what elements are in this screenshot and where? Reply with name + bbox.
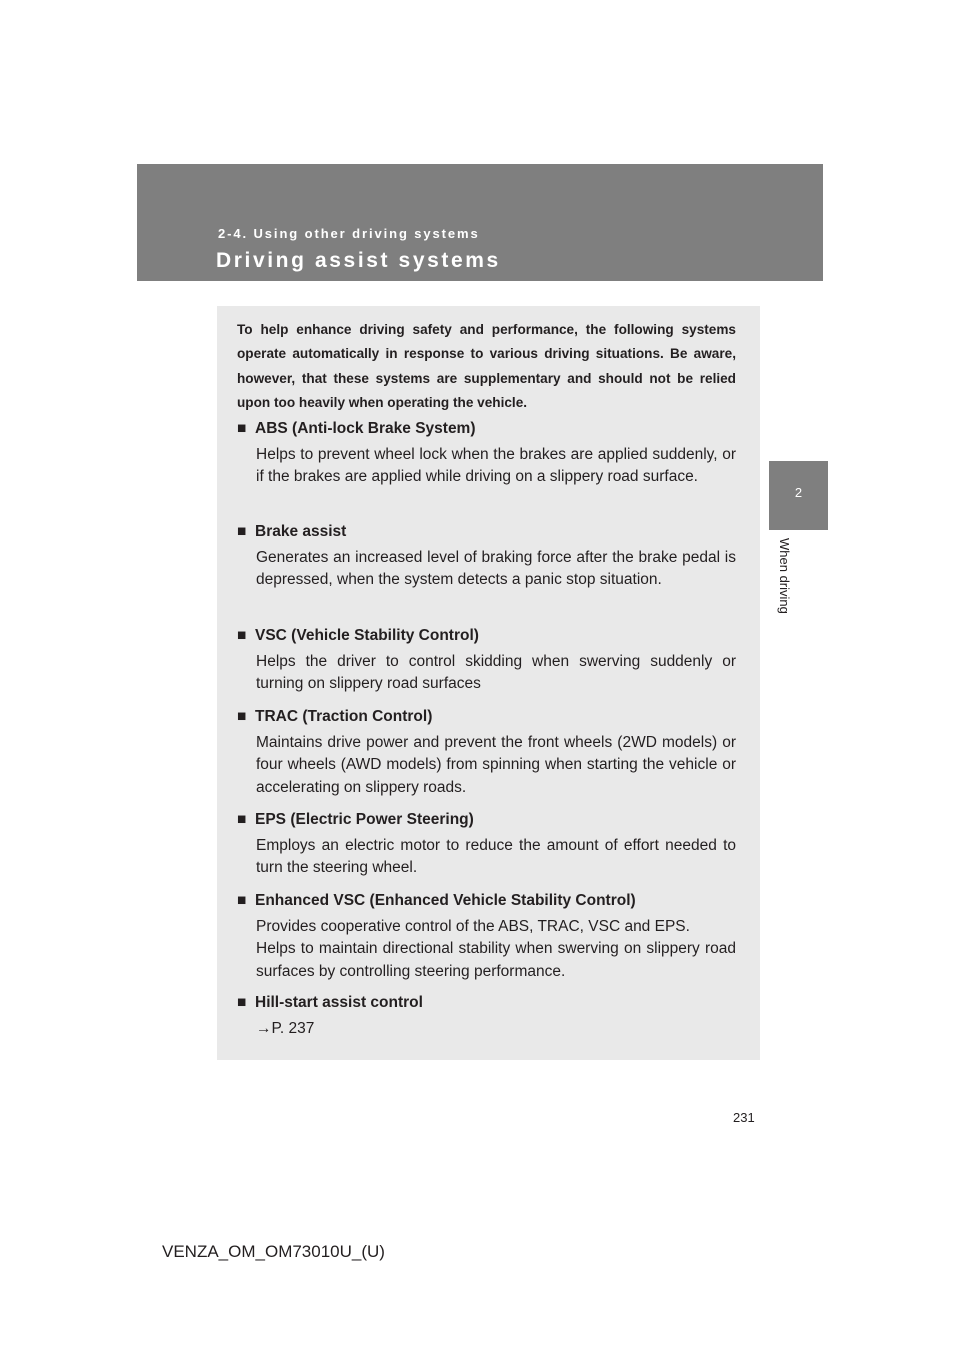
page-number: 231 [733,1110,755,1125]
feature-description [256,651,736,696]
chapter-number: 2 [794,485,803,500]
chapter-name: When driving [777,538,792,614]
feature-heading [237,890,737,912]
feature-description [256,732,736,799]
feature-heading-text: Hill-start assist control [255,994,423,1011]
feature-description [256,547,736,592]
square-bullet-icon: ■ [237,523,247,540]
feature-heading-text: TRAC (Traction Control) [255,708,433,725]
feature-description-text: Employs an electric motor to reduce the amount of effort needed to turn the steering wheel. [256,837,736,877]
footer-code: VENZA_OM_OM73010U_(U) [162,1242,385,1261]
feature-heading [237,809,737,831]
feature-item [237,706,737,799]
feature-heading [237,625,737,647]
square-bullet-icon: ■ [237,892,247,909]
feature-heading-text: VSC (Vehicle Stability Control) [255,627,479,644]
feature-description-text: →P. 237 [256,1020,315,1037]
feature-item [237,521,737,592]
feature-heading [237,992,737,1014]
feature-heading [237,706,737,728]
feature-description-text: Provides cooperative control of the ABS, TRAC, VSC and EPS. [256,918,690,935]
page-title: Driving assist systems [216,249,501,272]
feature-description-text: Helps to prevent wheel lock when the brakes are applied suddenly, or if the brakes are applied while driving on a slippery road surface. [256,446,736,486]
feature-heading-text: Enhanced VSC (Enhanced Vehicle Stability Control) [255,892,636,909]
square-bullet-icon: ■ [237,811,247,828]
feature-heading-text: ABS (Anti-lock Brake System) [255,420,476,437]
feature-description [256,916,736,983]
section-label: 2-4. Using other driving systems [218,226,480,241]
intro-paragraph: To help enhance driving safety and performance, the following systems operate automatically in response to various driving situations. Be aware, however, that these systems are supplementary and should not be relied upon too heavily when operating the vehicle. [237,322,736,410]
feature-description-text: Maintains drive power and prevent the front wheels (2WD models) or four wheels (AWD models) from spinning when starting the vehicle or accelerating on slippery roads. [256,734,736,796]
square-bullet-icon: ■ [237,708,247,725]
feature-description-text: Helps the driver to control skidding when swerving suddenly or turning on slippery road surfaces [256,653,736,693]
square-bullet-icon: ■ [237,994,247,1011]
feature-item [237,625,737,696]
square-bullet-icon: ■ [237,420,247,437]
feature-heading-text: Brake assist [255,523,347,540]
feature-description [256,1018,736,1040]
feature-item [237,809,737,880]
chapter-tab[interactable] [769,461,828,530]
feature-item [237,992,737,1040]
feature-heading [237,521,737,543]
feature-description-text: Helps to maintain directional stability when swerving on slippery road surfaces by controlling steering performance. [256,940,736,980]
feature-description [256,835,736,880]
chapter-header [137,164,823,281]
feature-heading [237,418,737,440]
feature-description-text: Generates an increased level of braking force after the brake pedal is depressed, when the system detects a panic stop situation. [256,549,736,589]
feature-item [237,418,737,489]
feature-description [256,444,736,489]
square-bullet-icon: ■ [237,627,247,644]
feature-item [237,890,737,983]
content-box [217,306,760,1060]
feature-heading-text: EPS (Electric Power Steering) [255,811,474,828]
